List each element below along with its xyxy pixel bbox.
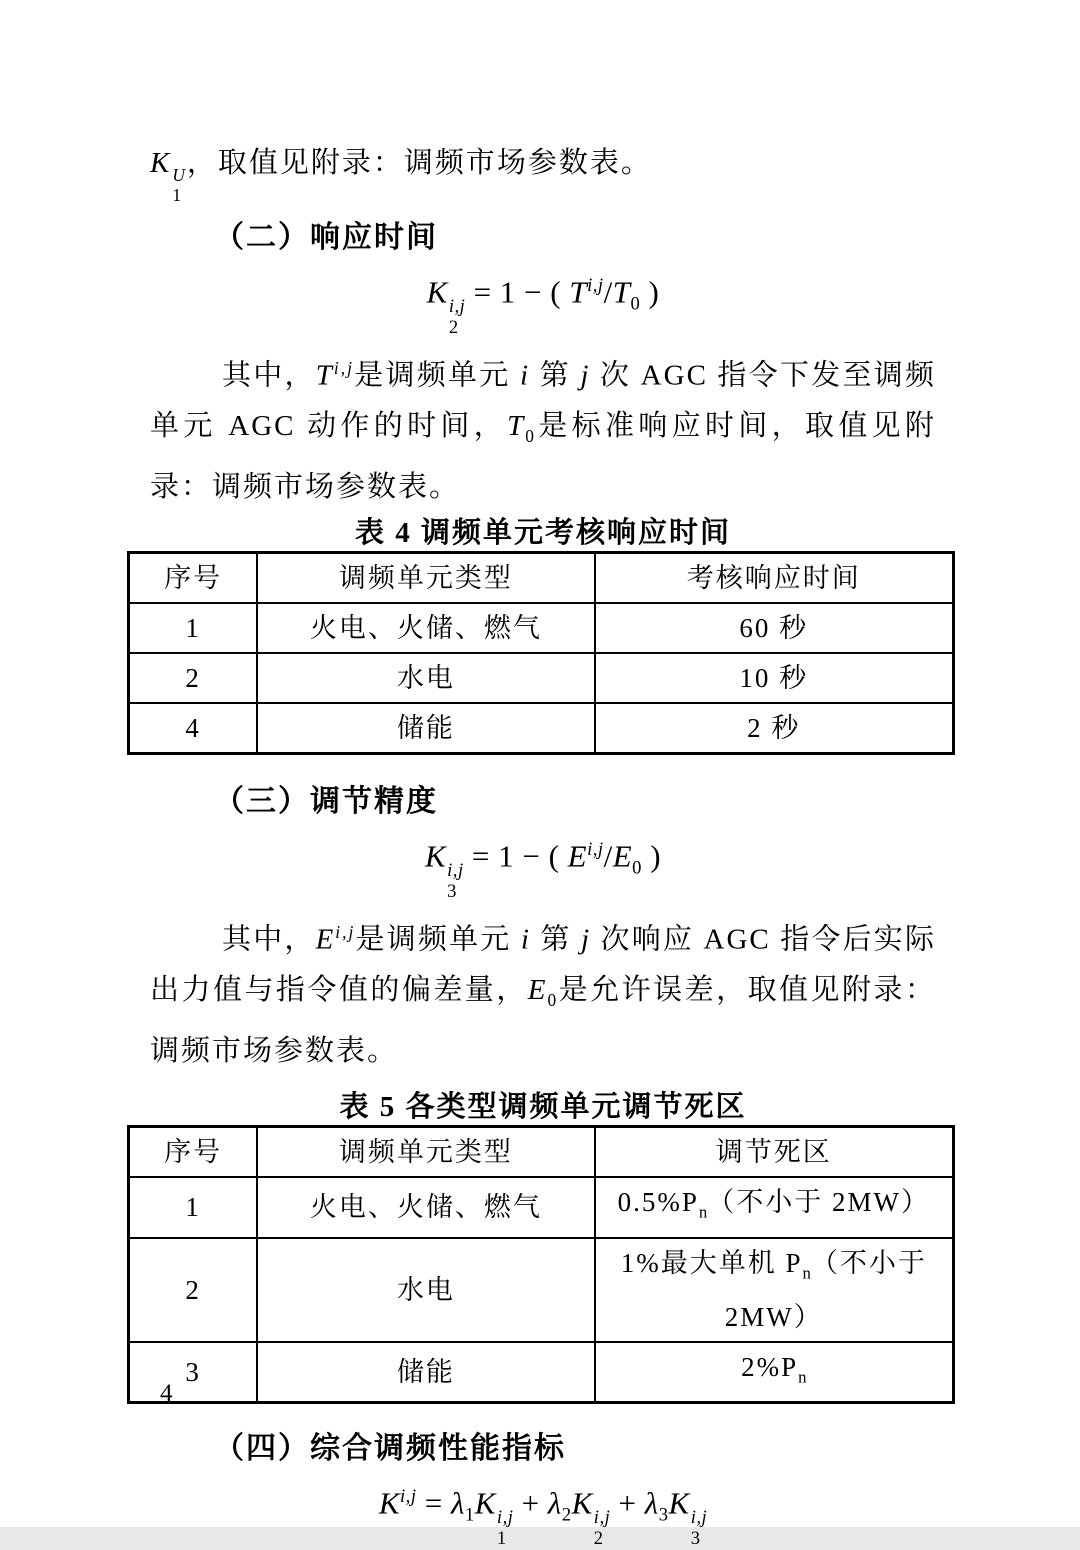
table4-row: 1 火电、火储、燃气 60 秒	[129, 603, 954, 653]
paragraph-response-time: 其中，T$^{i,j}$是调频单元 i 第 j 次 AGC 指令下发至调频单元 AGC 动作的时间，$T_0$是标准响应时间，取值见附录：调频市场参数表。	[150, 357, 936, 504]
table4-header-row	[129, 553, 954, 604]
table4-row: 4 储能 2 秒	[129, 703, 954, 754]
section-heading-regulation-precision: （三）调节精度	[214, 785, 438, 819]
table5-header-deadband: 调节死区	[595, 1127, 954, 1178]
var-k1u-base: K	[150, 147, 172, 179]
table4-title: 表 4 调频单元考核响应时间	[354, 517, 731, 550]
section-heading-composite-index: （四）综合调频性能指标	[214, 1432, 566, 1466]
table5-row: 1 火电、火储、燃气 $0.5\%P_n$（不小于 2MW）	[129, 1177, 954, 1237]
table5-title: 表 5 各类型调频单元调节死区	[339, 1091, 747, 1124]
paragraph-regulation-precision: 其中，E$^{i,j}$是调频单元 i 第 j 次响应 AGC 指令后实际出力值与指令值的偏差量，$E_0$是允许误差，取值见附录：调频市场参数表。	[150, 921, 936, 1068]
var-k1u-scripts: U 1	[172, 165, 187, 205]
formula-composite-k: $K^{i,j} = \lambda_1K$ i,j 1 + $\lambda_2K$ i,j 2 + $\lambda_3K$ i,j 3	[378, 1485, 708, 1550]
paragraph-intro	[150, 138, 936, 205]
table5	[127, 1125, 955, 1404]
table5-header-row	[129, 1127, 954, 1178]
page-content	[150, 138, 936, 1550]
table4	[127, 551, 955, 755]
table5-header-no: 序号	[129, 1127, 258, 1178]
formula-k3: K i,j 3 = 1 − ( $E^{i,j}/E_0$ )	[424, 838, 662, 902]
page-number: 4	[160, 1380, 173, 1407]
table5-row: 2 水电 1%最大单机 $P_n$（不小于 2MW）	[129, 1238, 954, 1342]
table5-header-type: 调频单元类型	[257, 1127, 594, 1178]
table4-header-no: 序号	[129, 553, 258, 604]
table5-row: 3 储能 $2\%P_n$	[129, 1342, 954, 1403]
section-heading-response-time: （二）响应时间	[214, 221, 438, 255]
table4-row: 2 水电 10 秒	[129, 653, 954, 703]
formula-k2: K i,j 2 = 1 − ( $T^{i,j}/T_0$ )	[426, 274, 660, 338]
intro-text: ，取值见附录：调频市场参数表。	[186, 147, 652, 179]
table4-header-type: 调频单元类型	[257, 553, 594, 604]
table4-header-time: 考核响应时间	[595, 553, 954, 604]
